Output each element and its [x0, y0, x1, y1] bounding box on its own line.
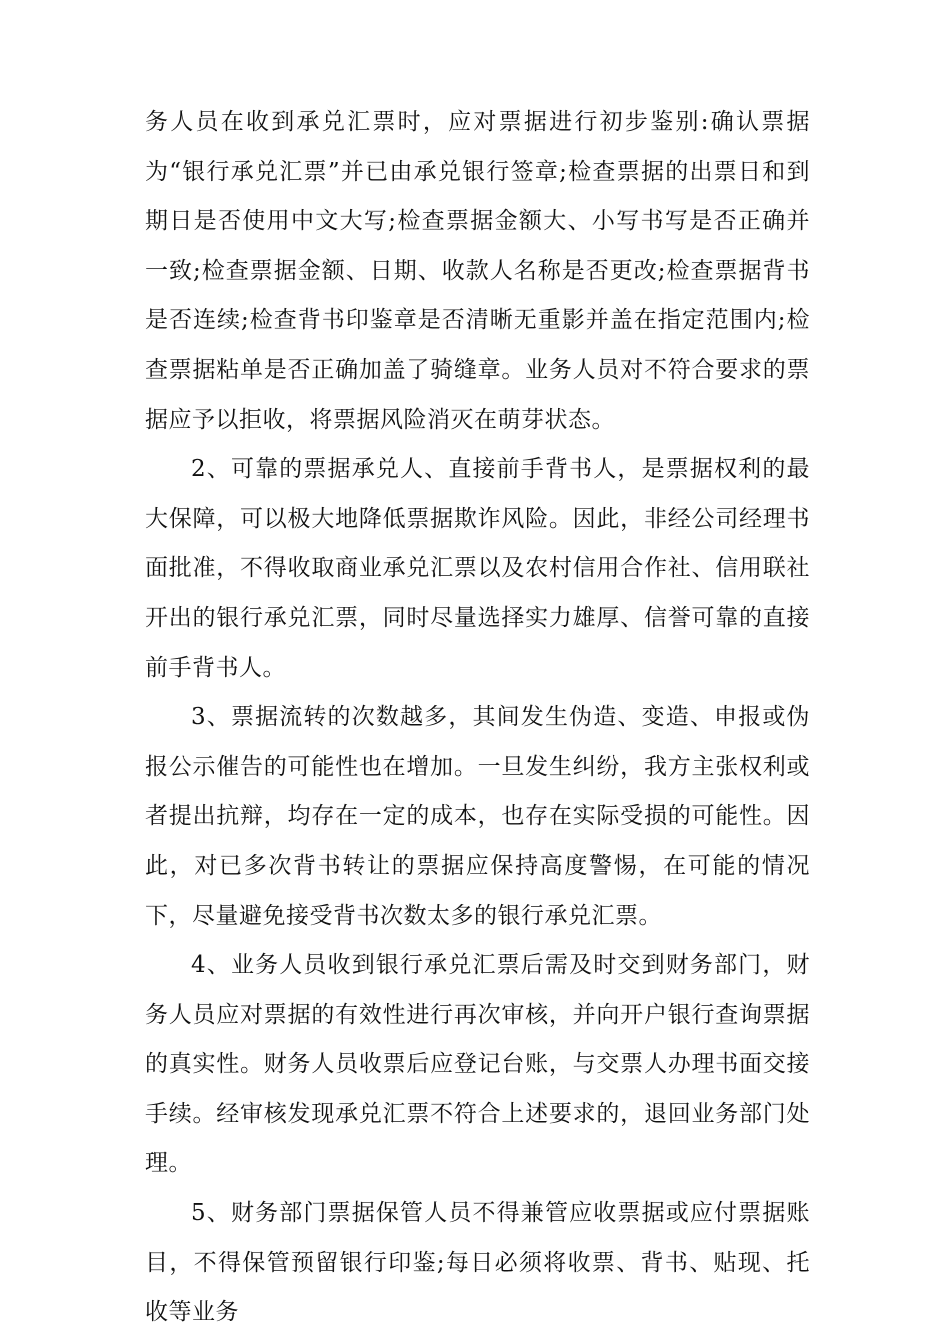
paragraph-item-3: 3、票据流转的次数越多，其间发生伪造、变造、申报或伪报公示催告的可能性也在增加。一旦发生纠纷，我方主张权利或者提出抗辩，均存在一定的成本，也存在实际受损的可能性。因此，对已多次背书转让的票据应保持高度警惕，在可能的情况下，尽量避免接受背书次数太多的银行承兑汇票。 [145, 704, 810, 929]
paragraph-item-5: 5、财务部门票据保管人员不得兼管应收票据或应付票据账目，不得保管预留银行印鉴;每日必须将收票、背书、贴现、托收等业务 [145, 1200, 810, 1326]
paragraph-item-4: 4、业务人员收到银行承兑汇票后需及时交到财务部门，财务人员应对票据的有效性进行再次审核，并向开户银行查询票据的真实性。财务人员收票后应登记台账，与交票人办理书面交接手续。经审核发现承兑汇票不符合上述要求的，退回业务部门处理。 [145, 952, 810, 1177]
paragraph-continued-intro: 务人员在收到承兑汇票时，应对票据进行初步鉴别:确认票据为“银行承兑汇票”并已由承兑银行签章;检查票据的出票日和到期日是否使用中文大写;检查票据金额大、小写书写是否正确并一致;检查票据金额、日期、收款人名称是否更改;检查票据背书是否连续;检查背书印鉴章是否清晰无重影并盖在指定范围内;检查票据粘单是否正确加盖了骑缝章。业务人员对不符合要求的票据应予以拒收，将票据风险消灭在萌芽状态。 [145, 109, 810, 433]
paragraph-item-2: 2、可靠的票据承兑人、直接前手背书人，是票据权利的最大保障，可以极大地降低票据欺诈风险。因此，非经公司经理书面批准，不得收取商业承兑汇票以及农村信用合作社、信用联社开出的银行承兑汇票，同时尽量选择实力雄厚、信誉可靠的直接前手背书人。 [145, 456, 810, 681]
document-body [145, 98, 810, 1338]
